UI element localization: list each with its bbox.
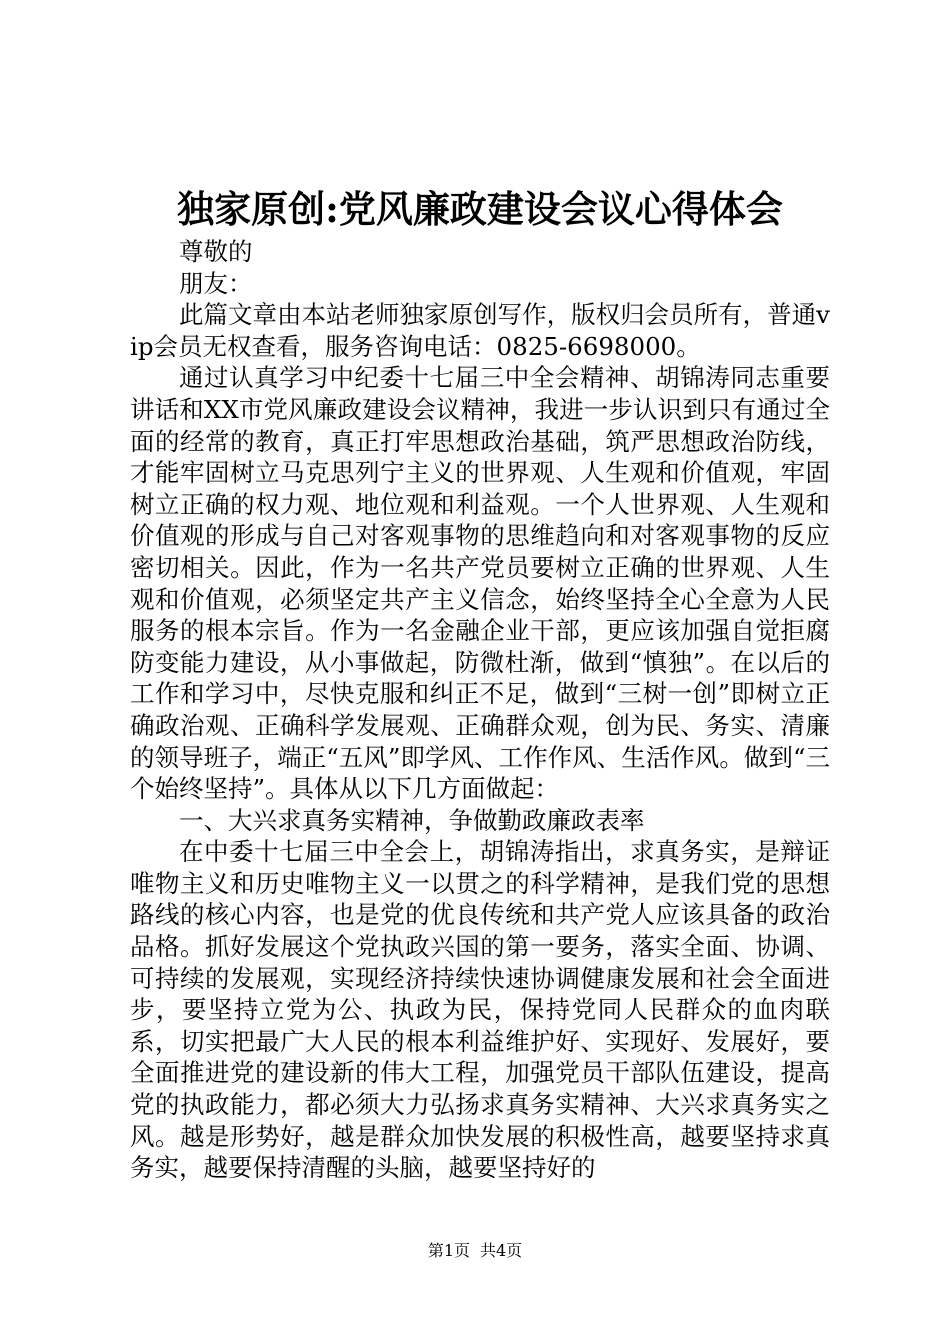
page-count: 共4页 (480, 1241, 523, 1260)
document-title: 独家原创:党风廉政建设会议心得体会 (177, 187, 783, 231)
document-body (130, 236, 830, 1184)
body-paragraph: 通过认真学习中纪委十七届三中全会精神、胡锦涛同志重要讲话和XX市党风廉政建设会议精神，我进一步认识到只有通过全面的经常的教育，真正打牢思想政治基础，筑严思想政治防线，才能牢固树立马克思列宁主义的世界观、人生观和价值观，牢固树立正确的权力观、地位观和利益观。一个人世界观、人生观和价值观的形成与自己对客观事物的思维趋向和对客观事物的反应密切相关。因此，作为一名共产党员要树立正确的世界观、人生观和价值观，必须坚定共产主义信念，始终坚持全心全意为人民服务的根本宗旨。作为一名金融企业干部，更应该加强自觉拒腐防变能力建设，从小事做起，防微杜渐，做到“慎独”。在以后的工作和学习中，尽快克服和纠正不足，做到“三树一创”即树立正确政治观、正确科学发展观、正确群众观，创为民、务实、清廉的领导班子，端正“五风”即学风、工作作风、生活作风。做到“三个始终坚持”。具体从以下几方面做起： (130, 363, 830, 804)
copyright-notice-paragraph: 此篇文章由本站老师独家原创写作，版权归会员所有，普通vip会员无权查看，服务咨询电话：0825-6698000。 (130, 300, 830, 361)
page-number: 第1页 (427, 1241, 470, 1260)
page-footer (0, 1240, 950, 1262)
body-paragraph: 在中委十七届三中全会上，胡锦涛指出，求真务实，是辩证唯物主义和历史唯物主义一以贯之的科学精神，是我们党的思想路线的核心内容，也是党的优良传统和共产党人应该具备的政治品格。抓好发展这个党执政兴国的第一要务，落实全面、协调、可持续的发展观，实现经济持续快速协调健康发展和社会全面进步，要坚持立党为公、执政为民，保持党同人民群众的血肉联系，切实把最广大人民的根本利益维护好、实现好、发展好，要全面推进党的建设新的伟大工程，加强党员干部队伍建设，提高党的执政能力，都必须大力弘扬求真务实精神、大兴求真务实之风。越是形势好，越是群众加快发展的积极性高，越要坚持求真务实，越要保持清醒的头脑，越要坚持好的 (130, 837, 830, 1183)
section-heading: 一、大兴求真务实精神，争做勤政廉政表率 (179, 805, 645, 835)
salutation-line-1: 尊敬的 (179, 237, 253, 266)
salutation-line-2: 朋友： (179, 268, 253, 298)
